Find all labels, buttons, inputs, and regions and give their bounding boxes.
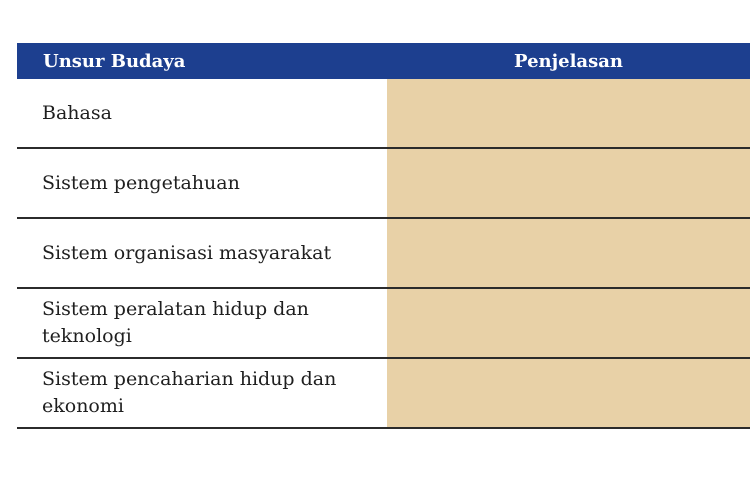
table-row: [17, 219, 750, 289]
penjelasan-cell[interactable]: [387, 289, 750, 357]
header-penjelasan: Penjelasan: [514, 50, 623, 72]
penjelasan-cell[interactable]: [387, 79, 750, 147]
table-header: [17, 43, 750, 79]
unsur-cell: Sistem pencaharian hidup dan ekonomi: [42, 368, 337, 417]
table-row: [17, 359, 750, 429]
penjelasan-cell[interactable]: [387, 359, 750, 427]
unsur-cell: Bahasa: [42, 101, 112, 124]
penjelasan-cell[interactable]: [387, 149, 750, 217]
header-unsur-budaya: Unsur Budaya: [43, 50, 186, 72]
table-row: [17, 149, 750, 219]
unsur-cell: Sistem organisasi masyarakat: [42, 241, 332, 264]
penjelasan-cell[interactable]: [387, 219, 750, 287]
table-row: [17, 289, 750, 359]
table-row: [17, 79, 750, 149]
unsur-cell: Sistem peralatan hidup dan teknologi: [42, 298, 309, 347]
unsur-cell: Sistem pengetahuan: [42, 171, 240, 194]
culture-elements-table: [17, 43, 750, 429]
